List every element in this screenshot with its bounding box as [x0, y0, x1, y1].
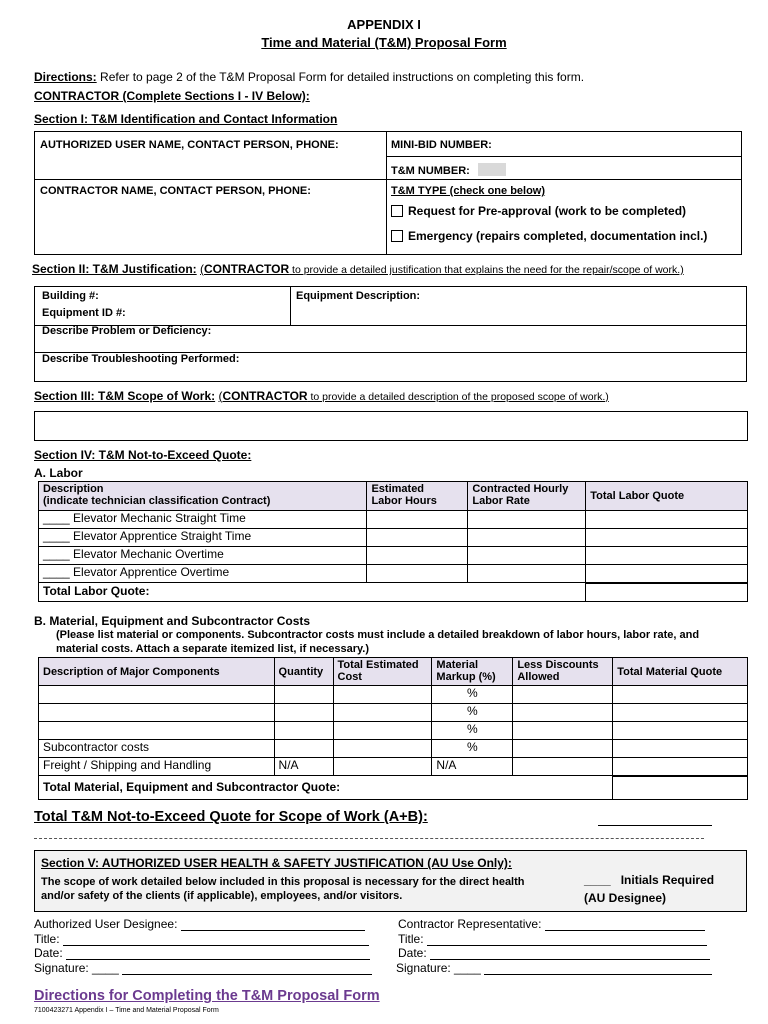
- contractor-signature-blank: ____: [454, 961, 481, 975]
- material-header-desc: Description of Major Components: [39, 658, 275, 686]
- scope-of-work-field[interactable]: [34, 411, 748, 441]
- labor-header-total: Total Labor Quote: [586, 482, 748, 511]
- labor-row-desc: [39, 529, 367, 547]
- tm-number-text: T&M NUMBER:: [391, 165, 470, 177]
- option-emergency-label: Emergency (repairs completed, documentation incl.): [408, 229, 708, 243]
- section1-title: Section I: T&M Identification and Contact Information: [34, 112, 338, 126]
- labor-blank[interactable]: ____: [43, 565, 70, 579]
- building-label: Building #:: [42, 290, 99, 302]
- material-note-2: material costs. Attach a separate itemized list, if necessary.): [56, 643, 370, 655]
- material-desc-cell[interactable]: [39, 704, 275, 722]
- labor-header-hours: [367, 482, 468, 511]
- labor-blank[interactable]: ____: [43, 529, 70, 543]
- material-qty-cell[interactable]: [274, 722, 333, 740]
- labor-blank[interactable]: ____: [43, 547, 70, 561]
- initials-label: Initials Required: [620, 873, 715, 887]
- total-material-cell[interactable]: [613, 776, 748, 800]
- material-qty-cell[interactable]: [274, 704, 333, 722]
- au-designee-label: Authorized User Designee:: [34, 917, 178, 931]
- material-total-cell[interactable]: [613, 722, 748, 740]
- tm-type-label: T&M TYPE (check one below): [391, 185, 546, 197]
- material-header-markup2: Markup (%): [436, 671, 496, 683]
- au-signature-line: [34, 961, 372, 975]
- grand-total-field[interactable]: [598, 813, 712, 826]
- section3-contractor: CONTRACTOR: [222, 389, 308, 403]
- material-header-disc2: Allowed: [517, 671, 560, 683]
- labor-rate-cell[interactable]: [468, 565, 586, 583]
- option-preapproval[interactable]: [391, 204, 686, 218]
- labor-rate-cell[interactable]: [468, 547, 586, 565]
- initials-blank[interactable]: ____: [584, 873, 611, 887]
- grand-total-label: Total T&M Not-to-Exceed Quote for Scope of Work (A+B):: [34, 809, 428, 825]
- material-header-qty: Quantity: [274, 658, 333, 686]
- material-discount-cell[interactable]: [513, 704, 613, 722]
- material-markup-cell[interactable]: %: [432, 740, 513, 758]
- labor-total-cell[interactable]: [586, 529, 748, 547]
- au-title-field[interactable]: [63, 934, 369, 946]
- au-title-line: [34, 932, 369, 946]
- initials-required: [584, 873, 714, 887]
- au-designee-note: (AU Designee): [584, 891, 667, 905]
- au-date-label: Date:: [34, 946, 63, 960]
- material-header-markup1: Material: [436, 659, 478, 671]
- freight-qty-na: N/A: [274, 758, 333, 776]
- labor-row: [39, 565, 748, 583]
- contractor-date-line: [398, 946, 710, 960]
- material-markup-cell[interactable]: %: [432, 704, 513, 722]
- appendix-label: APPENDIX I: [347, 17, 421, 32]
- au-date-field[interactable]: [66, 948, 370, 960]
- section5-text-2: and/or safety of the clients (if applicable), employees, and/or visitors.: [41, 890, 403, 902]
- material-discount-cell[interactable]: [513, 740, 613, 758]
- au-date-line: [34, 946, 370, 960]
- section3-paren: (: [218, 389, 223, 403]
- labor-hours-cell[interactable]: [367, 565, 468, 583]
- material-header-total: Total Material Quote: [613, 658, 748, 686]
- material-qty-cell[interactable]: [274, 740, 333, 758]
- section2-paren: (: [200, 262, 205, 276]
- total-material-label: Total Material, Equipment and Subcontractor Quote:: [39, 776, 613, 800]
- material-header-cost1: Total Estimated: [337, 659, 419, 671]
- material-note-1: (Please list material or components. Subcontractor costs must include a detailed breakdown of labor hours, labor rate, and: [56, 629, 700, 641]
- total-labor-label: Total Labor Quote:: [39, 583, 586, 602]
- material-header-markup: [432, 658, 513, 686]
- section2-title: Section II: T&M Justification:: [32, 262, 197, 276]
- checkbox-preapproval[interactable]: [391, 205, 403, 217]
- minibid-label: MINI-BID NUMBER:: [391, 139, 492, 151]
- contractor-date-field[interactable]: [430, 948, 710, 960]
- section4-title: Section IV: T&M Not-to-Exceed Quote:: [34, 448, 252, 462]
- material-total-cell[interactable]: [613, 740, 748, 758]
- labor-rate-cell[interactable]: [468, 511, 586, 529]
- labor-header-hours1: Estimated: [371, 483, 425, 495]
- problem-label: Describe Problem or Deficiency:: [42, 325, 212, 337]
- labor-row-label: Elevator Apprentice Overtime: [73, 565, 230, 579]
- labor-row-label: Elevator Apprentice Straight Time: [73, 529, 252, 543]
- labor-heading: A. Labor: [34, 466, 83, 480]
- directions-link[interactable]: Directions for Completing the T&M Proposal Form: [34, 988, 380, 1004]
- material-cost-cell[interactable]: [333, 740, 432, 758]
- contractor-title-line: [398, 932, 707, 946]
- labor-row-desc: [39, 547, 367, 565]
- material-row: [39, 722, 748, 740]
- material-row: [39, 686, 748, 704]
- material-header-cost2: Cost: [337, 671, 362, 683]
- material-cost-cell[interactable]: [333, 704, 432, 722]
- directions-label: Directions:: [34, 70, 97, 84]
- material-cost-cell[interactable]: [333, 686, 432, 704]
- labor-row-desc: [39, 565, 367, 583]
- directions-line: [34, 70, 584, 84]
- tm-number-field[interactable]: [478, 163, 506, 176]
- material-total-cell[interactable]: [613, 704, 748, 722]
- au-title-label: Title:: [34, 932, 60, 946]
- material-header-cost: [333, 658, 432, 686]
- material-discount-cell[interactable]: [513, 686, 613, 704]
- labor-blank[interactable]: ____: [43, 511, 70, 525]
- material-qty-cell[interactable]: [274, 686, 333, 704]
- labor-header-desc: [39, 482, 367, 511]
- labor-hours-cell[interactable]: [367, 529, 468, 547]
- contractor-signature-label: Signature:: [396, 961, 451, 975]
- labor-row-desc: [39, 511, 367, 529]
- material-total-cell[interactable]: [613, 686, 748, 704]
- total-labor-row: [39, 583, 748, 602]
- material-cost-cell[interactable]: [333, 722, 432, 740]
- tm-number-label: [391, 163, 506, 177]
- contractor-instruction: CONTRACTOR (Complete Sections I - IV Below):: [34, 89, 310, 103]
- material-heading: B. Material, Equipment and Subcontractor Costs: [34, 614, 311, 628]
- material-discount-cell[interactable]: [513, 722, 613, 740]
- subcontractor-row: [39, 740, 748, 758]
- contractor-signature-field[interactable]: [484, 963, 712, 975]
- labor-rate-cell[interactable]: [468, 529, 586, 547]
- contractor-rep-line: [398, 917, 705, 931]
- material-desc-cell[interactable]: [39, 722, 275, 740]
- contractor-rep-field[interactable]: [545, 919, 705, 931]
- labor-row: [39, 511, 748, 529]
- section3-desc: to provide a detailed description of the proposed scope of work.): [307, 391, 609, 403]
- labor-total-cell[interactable]: [586, 547, 748, 565]
- labor-total-cell[interactable]: [586, 565, 748, 583]
- material-desc-cell[interactable]: [39, 686, 275, 704]
- checkbox-emergency[interactable]: [391, 230, 403, 242]
- divider: [34, 838, 704, 839]
- contractor-title-field[interactable]: [427, 934, 707, 946]
- contractor-date-label: Date:: [398, 946, 427, 960]
- total-material-row: [39, 776, 748, 800]
- contractor-contact-label: CONTRACTOR NAME, CONTACT PERSON, PHONE:: [40, 185, 311, 197]
- material-table: [38, 657, 748, 800]
- freight-row: [39, 758, 748, 776]
- labor-row-label: Elevator Mechanic Overtime: [73, 547, 224, 561]
- material-header-disc1: Less Discounts: [517, 659, 599, 671]
- troubleshooting-label: Describe Troubleshooting Performed:: [42, 353, 240, 365]
- option-emergency[interactable]: [391, 229, 707, 243]
- doc-id: 7100423271 Appendix I – Time and Material Proposal Form: [34, 1007, 219, 1014]
- section2-title-line: [32, 262, 684, 276]
- labor-row: [39, 547, 748, 565]
- labor-row-label: Elevator Mechanic Straight Time: [73, 511, 246, 525]
- material-discount-cell[interactable]: [513, 758, 613, 776]
- contractor-title-label: Title:: [398, 932, 424, 946]
- directions-text: Refer to page 2 of the T&M Proposal Form for detailed instructions on completing this form.: [100, 70, 585, 84]
- material-markup-cell[interactable]: %: [432, 722, 513, 740]
- labor-header-rate: [468, 482, 586, 511]
- labor-header-desc1: Description: [43, 483, 104, 495]
- labor-hours-cell[interactable]: [367, 547, 468, 565]
- section2-desc: to provide a detailed justification that explains the need for the repair/scope of work.): [289, 264, 684, 276]
- freight-label: Freight / Shipping and Handling: [39, 758, 275, 776]
- material-row: [39, 704, 748, 722]
- contractor-signature-line: [396, 961, 712, 975]
- labor-table: [38, 481, 748, 602]
- section2-contractor: CONTRACTOR: [204, 262, 290, 276]
- material-cost-cell[interactable]: [333, 758, 432, 776]
- form-title: Time and Material (T&M) Proposal Form: [261, 35, 507, 50]
- au-contact-label: AUTHORIZED USER NAME, CONTACT PERSON, PHONE:: [40, 139, 339, 151]
- au-signature-blank: ____: [92, 961, 119, 975]
- total-labor-cell[interactable]: [586, 583, 748, 602]
- section3-title: Section III: T&M Scope of Work:: [34, 389, 216, 403]
- labor-row: [39, 529, 748, 547]
- section5-title: Section V: AUTHORIZED USER HEALTH & SAFETY JUSTIFICATION (AU Use Only):: [41, 856, 512, 870]
- section5-text-1: The scope of work detailed below included in this proposal is necessary for the direct health: [41, 876, 525, 888]
- freight-markup-na: N/A: [432, 758, 513, 776]
- subcontractor-label: Subcontractor costs: [39, 740, 275, 758]
- au-signature-label: Signature:: [34, 961, 89, 975]
- section3-title-line: [34, 389, 609, 403]
- au-signature-field[interactable]: [122, 963, 372, 975]
- equipment-id-label: Equipment ID #:: [42, 307, 126, 319]
- material-header-discounts: [513, 658, 613, 686]
- material-total-cell[interactable]: [613, 758, 748, 776]
- labor-header-desc2: (indicate technician classification Contract): [43, 495, 271, 507]
- labor-header-rate2: Labor Rate: [472, 495, 530, 507]
- labor-total-cell[interactable]: [586, 511, 748, 529]
- labor-header-rate1: Contracted Hourly: [472, 483, 569, 495]
- contractor-rep-label: Contractor Representative:: [398, 917, 542, 931]
- material-markup-cell[interactable]: %: [432, 686, 513, 704]
- au-designee-field[interactable]: [181, 919, 365, 931]
- labor-header-hours2: Labor Hours: [371, 495, 437, 507]
- equipment-desc-label: Equipment Description:: [296, 290, 421, 302]
- option-preapproval-label: Request for Pre-approval (work to be completed): [408, 204, 687, 218]
- au-designee-line: [34, 917, 365, 931]
- labor-hours-cell[interactable]: [367, 511, 468, 529]
